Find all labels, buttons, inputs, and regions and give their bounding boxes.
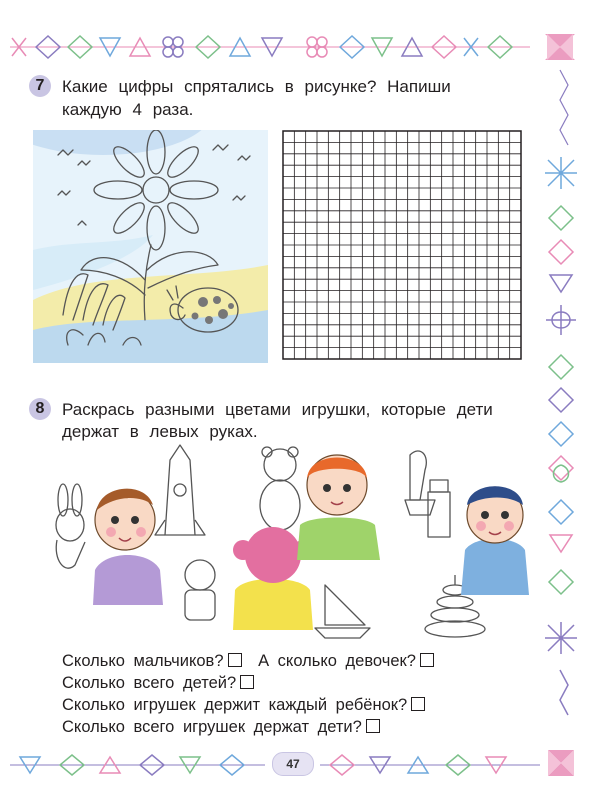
question-total-children-text: Сколько всего детей? <box>62 674 237 692</box>
decorative-border-top <box>0 0 608 70</box>
task-7-instruction-line-1: Какие цифры спрятались в рисунке? Напиши <box>62 77 451 96</box>
task-8-instruction-line-2: держат в левых руках. <box>62 422 258 441</box>
question-boys-girls <box>62 651 434 672</box>
question-toys-per-child-text: Сколько игрушек держит каждый ребёнок? <box>62 696 408 714</box>
task-8-number-badge: 8 <box>29 398 51 420</box>
answer-box-total-children[interactable] <box>240 675 254 689</box>
answer-box-total-toys[interactable] <box>366 719 380 733</box>
answer-box-toys-per-child[interactable] <box>411 697 425 711</box>
decorative-border-right <box>538 30 608 812</box>
task-8-instruction-line-1: Раскрась разными цветами игрушки, которые дети <box>62 400 493 419</box>
question-total-children <box>62 673 254 694</box>
hidden-numbers-picture <box>33 130 268 363</box>
task-7-instruction-line-2: каждую 4 раза. <box>62 100 194 119</box>
children-with-toys-illustration <box>45 440 535 640</box>
question-boys-text: Сколько мальчиков? <box>62 652 224 670</box>
page-number: 47 <box>272 752 314 776</box>
question-total-toys-text: Сколько всего игрушек держат дети? <box>62 718 362 736</box>
question-toys-per-child <box>62 695 425 716</box>
answer-box-boys[interactable] <box>228 653 242 667</box>
answer-box-girls[interactable] <box>420 653 434 667</box>
task-7-number-badge: 7 <box>29 75 51 97</box>
question-girls-text: А сколько девочек? <box>258 652 416 670</box>
question-total-toys <box>62 717 380 738</box>
writing-grid[interactable] <box>282 130 522 360</box>
